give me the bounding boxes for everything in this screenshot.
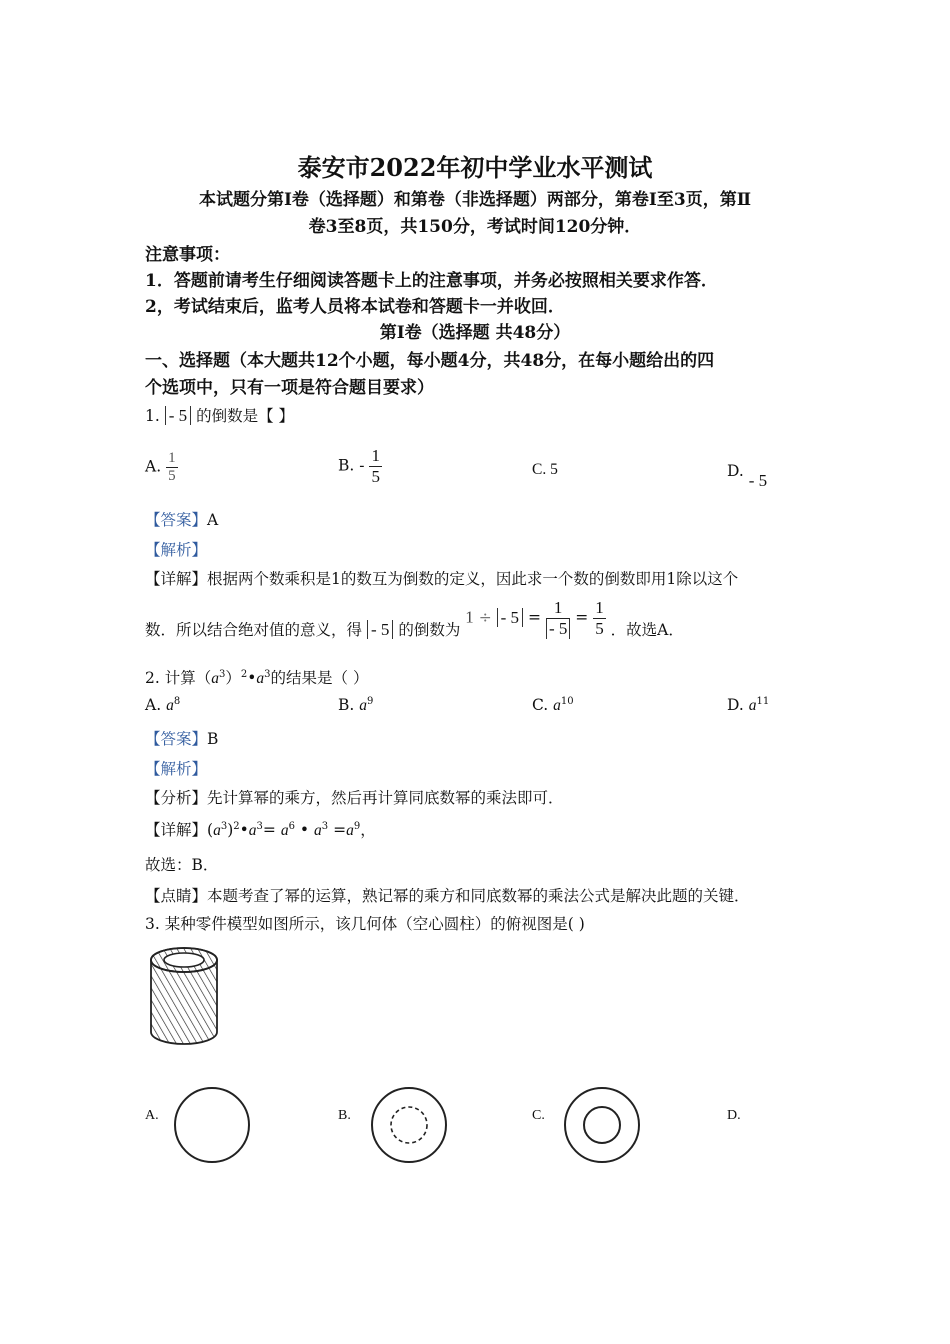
notice-item-1: 1．答题前请考生仔细阅读答题卡上的注意事项，并务必按照相关要求作答． [145,271,718,291]
q1-analysis-tag: 【解析】 [145,541,208,559]
q3-option-c-label: C. [532,1108,545,1123]
q2-conclusion: 故选：B． [145,856,219,874]
q1-answer: 【答案】A [145,511,219,529]
q2-option-d: D. $a^{11}$ [727,696,770,715]
q1-detail-line-2: 数．所以结合绝对值的意义，得 - 5 的倒数为 1 ÷ - 5 = $\frac{1}{- 5}$ = $\frac{1}{5}$ ．故选A． [145,598,684,639]
section-instr-1: 一、选择题（本大题共12个小题，每小题4分，共48分，在每小题给出的四 [145,351,715,371]
section-title: 第Ⅰ卷（选择题 共48分） [379,323,571,343]
notice-heading: 注意事项： [145,245,230,265]
q3-stem: 3. 某种零件模型如图所示，该几何体（空心圆柱）的俯视图是( ) [145,915,585,933]
q2-option-c: C. $a^{10}$ [532,696,574,715]
q3-option-a-circle [170,1085,254,1165]
q2-stem: 2. 计算$(a^3)^2•a^3$的结果是（ ） [145,668,369,687]
hollow-cylinder-figure [145,942,225,1050]
q3-option-b-label: B. [338,1108,351,1123]
q1-option-a: A. $\frac{1}{5}$ [145,450,176,484]
intro-line-1: 本试题分第Ⅰ卷（选择题）和第卷（非选择题）两部分，第卷Ⅰ至3页，第Ⅱ [198,190,752,210]
q1-option-d: D. - 5 [727,462,768,490]
q1-stem: 1. - 5 的倒数是【 】 [145,406,295,425]
q1-abs-value: - 5 [165,406,191,425]
q2-option-b: B. $a^9$ [338,696,374,715]
q2-analysis-tag: 【解析】 [145,760,208,778]
section-instr-2: 个选项中，只有一项是符合题目要求） [145,378,434,398]
q3-option-d-label: D. [727,1108,741,1123]
q2-dianjing: 【点睛】本题考查了幂的运算，熟记幂的乘方和同底数幂的乘法公式是解决此题的关键． [145,887,750,905]
q1-detail-line-1: 【详解】根据两个数乘积是1的数互为倒数的定义，因此求一个数的倒数即用1除以这个 [145,570,739,588]
q2-answer: 【答案】B [145,730,219,748]
q1-option-c: C. 5 [532,461,558,478]
q3-option-a-label: A. [145,1108,159,1123]
q1-option-b: B. - $\frac{1}{5}$ [338,446,380,486]
intro-line-2: 卷3至8页，共150分，考试时间120分钟． [308,217,642,237]
q3-option-b-circles [367,1085,451,1165]
q2-detail: 【详解】$(a^3)^2•a^3= a^6$ • $a^3 =a^9$， [145,820,376,839]
page-title: 泰安市2022年初中学业水平测试 [297,153,653,182]
q2-fenxi: 【分析】先计算幂的乘方，然后再计算同底数幂的乘法即可． [145,789,564,807]
q3-option-c-circles [560,1085,644,1165]
notice-item-2: 2，考试结束后，监考人员将本试卷和答题卡一并收回． [145,297,565,317]
q2-option-a: A. $a^8$ [145,696,181,715]
